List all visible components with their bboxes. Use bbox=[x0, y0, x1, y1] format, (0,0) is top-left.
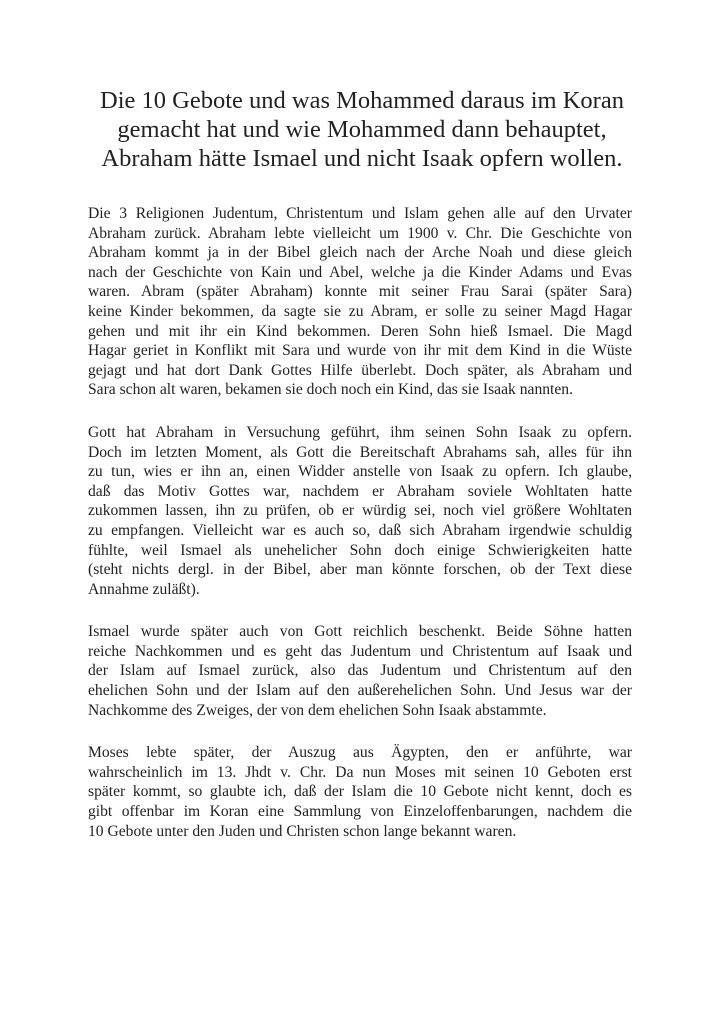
text-line: ehelichen Sohn und der Islam auf den außerehelichen Sohn. Und Jesus war der bbox=[88, 682, 632, 700]
title-line: gemacht hat und wie Mohammed dann behauptet, bbox=[117, 116, 607, 143]
text-line: Ismael wurde später auch von Gott reichlich beschenkt. Beide Söhne hatten bbox=[88, 623, 632, 641]
text-line: Abraham zurück. Abraham lebte vielleicht um 1900 v. Chr. Die Geschichte von bbox=[88, 224, 632, 242]
text-line: (steht nichts dergl. in der Bibel, aber man könnte forschen, ob der Text diese bbox=[88, 561, 632, 579]
text-line: waren. Abram (später Abraham) konnte mit seiner Frau Sarai (später Sara) bbox=[88, 283, 632, 301]
text-line: Annahme zuläßt). bbox=[88, 580, 200, 598]
body-text bbox=[88, 204, 632, 864]
text-line: Moses lebte später, der Auszug aus Ägypten, den er anführte, war bbox=[88, 744, 632, 762]
text-line: keine Kinder bekommen, da sagte sie zu Abram, er solle zu seiner Magd Hagar bbox=[88, 302, 632, 320]
text-line: reiche Nachkommen und es geht das Judentum und Christentum auf Isaak und bbox=[88, 642, 632, 660]
text-line: Doch im letzten Moment, als Gott die Bereitschaft Abrahams sah, alles für ihn bbox=[88, 443, 632, 461]
paragraph-1 bbox=[88, 204, 632, 400]
text-line: 10 Gebote unter den Juden und Christen schon lange bekannt waren. bbox=[88, 822, 517, 840]
text-line: Sara schon alt waren, bekamen sie doch noch ein Kind, das sie Isaak nannten. bbox=[88, 381, 573, 399]
text-line: Hagar geriet in Konflikt mit Sara und wurde von ihr mit dem Kind in die Wüste bbox=[88, 342, 632, 360]
text-line: daß das Motiv Gottes war, nachdem er Abraham soviele Wohltaten hatte bbox=[88, 482, 632, 500]
title-line: Abraham hätte Ismael und nicht Isaak opfern wollen. bbox=[101, 145, 623, 172]
text-line: zu tun, wies er ihn an, einen Widder anstelle von Isaak zu opfern. Ich glaube, bbox=[88, 463, 632, 481]
text-line: zu empfangen. Vielleicht war es auch so, daß sich Abraham irgendwie schuldig bbox=[88, 521, 632, 539]
text-line: nach der Geschichte von Kain und Abel, welche ja die Kinder Adams und Evas bbox=[88, 263, 632, 281]
paragraph-4 bbox=[88, 743, 632, 841]
paragraph-3 bbox=[88, 622, 632, 720]
page-title bbox=[60, 86, 664, 173]
text-line: fühlte, weil Ismael als unehelicher Sohn doch einige Schwierigkeiten hatte bbox=[88, 541, 632, 559]
text-line: Gott hat Abraham in Versuchung geführt, ihm seinen Sohn Isaak zu opfern. bbox=[88, 423, 632, 441]
text-line: der Islam auf Ismael zurück, also das Judentum und Christentum auf den bbox=[88, 662, 632, 680]
text-line: gehen und mit ihr ein Kind bekommen. Deren Sohn hieß Ismael. Die Magd bbox=[88, 322, 632, 340]
text-line: gibt offenbar im Koran eine Sammlung von Einzeloffenbarungen, nachdem die bbox=[88, 803, 632, 821]
paragraph-2 bbox=[88, 423, 632, 599]
text-line: Abraham kommt ja in der Bibel gleich nach der Arche Noah und diese gleich bbox=[88, 244, 632, 262]
text-line: wahrscheinlich im 13. Jhdt v. Chr. Da nun Moses mit seinen 10 Geboten erst bbox=[88, 763, 632, 781]
text-line: gejagt und hat dort Dank Gottes Hilfe überlebt. Doch später, als Abraham und bbox=[88, 361, 632, 379]
text-line: später kommt, so glaubte ich, daß der Islam die 10 Gebote nicht kennt, doch es bbox=[88, 783, 632, 801]
text-line: Nachkomme des Zweiges, der von dem ehelichen Sohn Isaak abstammte. bbox=[88, 701, 547, 719]
title-line: Die 10 Gebote und was Mohammed daraus im Koran bbox=[100, 87, 624, 114]
text-line: Die 3 Religionen Judentum, Christentum und Islam gehen alle auf den Urvater bbox=[88, 205, 632, 222]
text-line: zukommen lassen, ihn zu prüfen, ob er würdig sei, noch viel größere Wohltaten bbox=[88, 502, 632, 520]
